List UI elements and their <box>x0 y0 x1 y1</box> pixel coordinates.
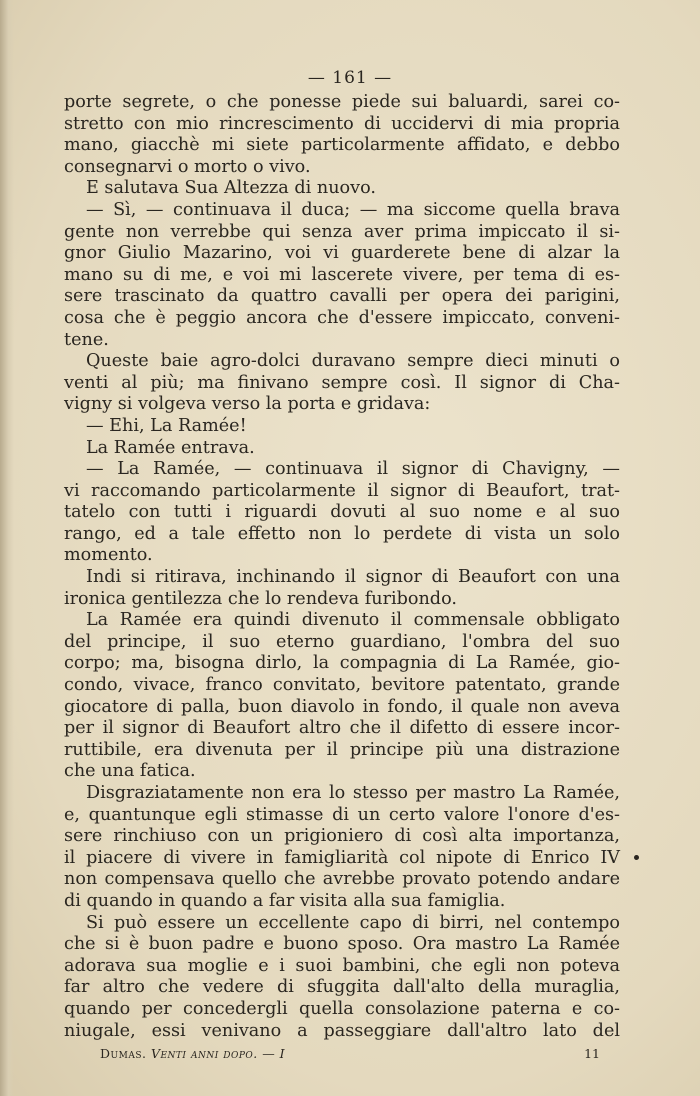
text-line: Indi si ritirava, inchinando il signor di Beaufort con una <box>86 567 620 588</box>
page-number: — 161 — <box>307 68 393 88</box>
page-gutter-shadow <box>0 0 14 1096</box>
text-line: ruttibile, era divenuta per il principe più una distrazione <box>64 739 620 760</box>
footer-author: Dumas. <box>100 1046 147 1061</box>
text-line: e, quantunque egli stimasse di un certo valore l'onore d'es- <box>64 804 620 825</box>
page-footer <box>100 1046 600 1061</box>
text-line: E salutava Sua Altezza di nuovo. <box>86 178 376 199</box>
text-line: condo, vivace, franco convitato, bevitore patentato, grande <box>64 675 620 696</box>
text-line: La Ramée entrava. <box>86 437 255 458</box>
text-line: che una fatica. <box>64 761 196 782</box>
text-line: ironica gentilezza che lo rendeva furibondo. <box>64 588 457 609</box>
text-line: non compensava quello che avrebbe provato potendo andare <box>64 869 620 890</box>
text-line: La Ramée era quindi divenuto il commensale obbligato <box>86 610 620 631</box>
text-line: quando per concedergli quella consolazione paterna e co- <box>64 998 620 1019</box>
text-line: niugale, essi venivano a passeggiare dall'altro lato del <box>64 1020 620 1041</box>
text-line: mano su di me, e voi mi lascerete vivere, per tema di es- <box>64 264 620 285</box>
text-line: del principe, il suo eterno guardiano, l'ombra del suo <box>64 631 620 652</box>
text-line: cosa che è peggio ancora che d'essere impiccato, conveni- <box>64 307 620 328</box>
text-line: Si può essere un eccellente capo di birri, nel contempo <box>86 912 620 933</box>
text-line: vigny si volgeva verso la porta e gridava: <box>64 394 431 415</box>
text-line: porte segrete, o che ponesse piede sui baluardi, sarei co- <box>64 92 620 112</box>
text-line: corpo; ma, bisogna dirlo, la compagnia di La Ramée, gio- <box>64 653 620 674</box>
text-line: giocatore di palla, buon diavolo in fondo, il quale non aveva <box>64 696 620 717</box>
signature-mark: 11 <box>584 1046 600 1061</box>
text-line: vi raccomando particolarmente il signor di Beaufort, trat- <box>64 480 620 501</box>
ink-speck <box>634 855 639 860</box>
text-line: — La Ramée, — continuava il signor di Chavigny, — <box>86 459 620 480</box>
text-line: Queste baie agro-dolci duravano sempre dieci minuti o <box>86 351 620 372</box>
text-line: Disgraziatamente non era lo stesso per mastro La Ramée, <box>86 783 620 803</box>
text-line: adorava sua moglie e i suoi bambini, che egli non poteva <box>64 955 620 976</box>
text-line: — Ehi, La Ramée! <box>86 415 247 436</box>
text-line: far altro che vedere di sfuggita dall'alto della muraglia, <box>64 977 620 998</box>
text-line: venti al più; ma finivano sempre così. Il signor di Cha- <box>64 372 620 393</box>
text-line: tene. <box>64 329 109 350</box>
text-line: sere trascinato da quattro cavalli per opera dei parigini, <box>64 286 620 307</box>
footer-title <box>100 1046 285 1061</box>
text-line: consegnarvi o morto o vivo. <box>64 156 311 177</box>
text-line: il piacere di vivere in famigliarità col nipote di Enrico IV <box>64 847 620 868</box>
text-line: gente non verrebbe qui senza aver prima impiccato il si- <box>64 221 620 242</box>
text-line: rango, ed a tale effetto non lo perdete di vista un solo <box>64 523 620 544</box>
text-line: sere rinchiuso con un prigioniero di così alta importanza, <box>64 826 620 847</box>
text-line: mano, giacchè mi siete particolarmente affidato, e debbo <box>64 135 620 156</box>
text-line: — Sì, — continuava il duca; — ma siccome quella brava <box>86 199 620 220</box>
text-line: di quando in quando a far visita alla sua famiglia. <box>64 890 506 911</box>
body-text <box>64 92 620 1042</box>
text-line: stretto con mio rincrescimento di uccidervi di mia propria <box>64 113 620 134</box>
text-line: tatelo con tutti i riguardi dovuti al suo nome e al suo <box>64 502 620 523</box>
text-line: per il signor di Beaufort altro che il difetto di essere incor- <box>64 718 620 739</box>
text-line: gnor Giulio Mazarino, voi vi guarderete bene di alzar la <box>64 243 620 264</box>
text-line: momento. <box>64 545 153 566</box>
footer-work: Venti anni dopo. — I <box>150 1046 286 1061</box>
text-line: che si è buon padre e buono sposo. Ora mastro La Ramée <box>64 934 620 955</box>
